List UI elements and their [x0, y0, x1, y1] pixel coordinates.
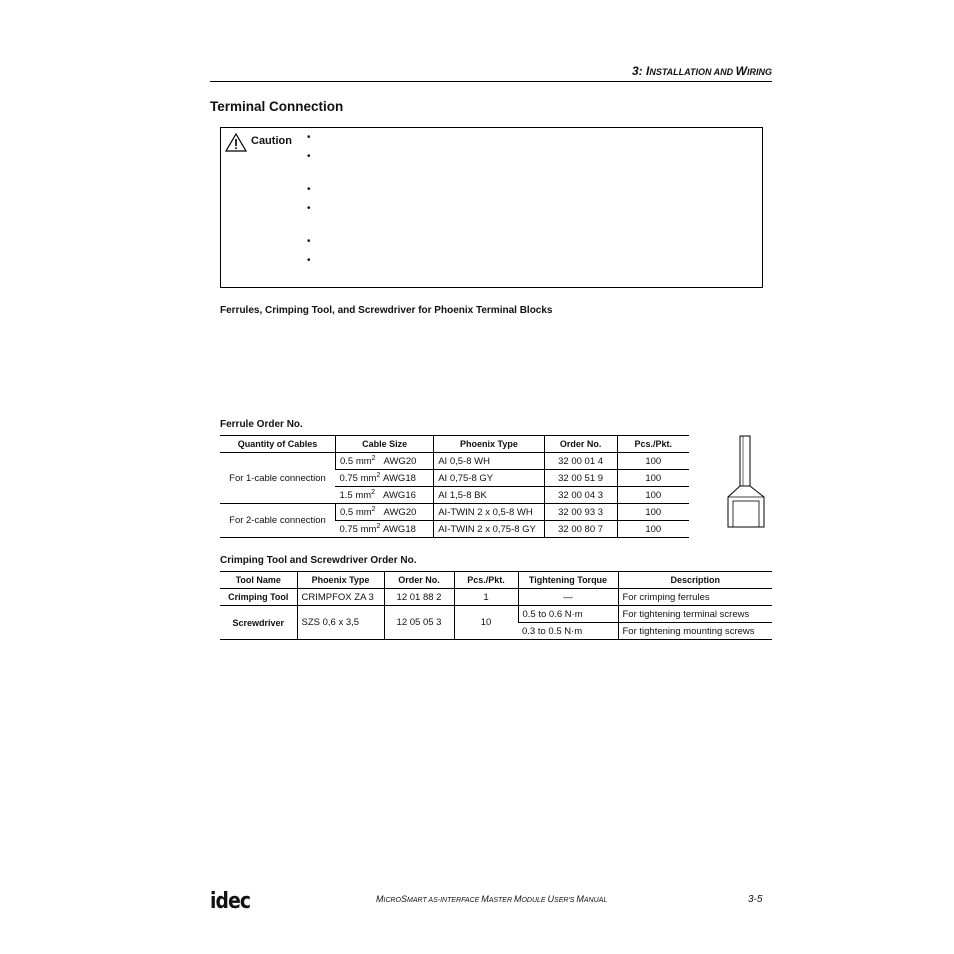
cable-size: 0.75 $mm^2$ AWG18 — [335, 521, 433, 538]
caution-bullet: • — [307, 236, 311, 247]
cable-size: 1.5 $mm^2$ AWG16 — [335, 487, 433, 504]
header-cell: Phoenix Type — [434, 436, 544, 453]
table-header-row — [220, 436, 689, 453]
phoenix-type: CRIMPFOX ZA 3 — [297, 589, 384, 606]
pcs-pkt: 100 — [617, 470, 689, 487]
warning-triangle-icon — [225, 133, 247, 152]
tightening-torque: — — [518, 589, 618, 606]
phoenix-type: AI 0,75-8 GY — [434, 470, 544, 487]
header-divider — [210, 81, 772, 82]
caution-bullet: • — [307, 151, 311, 162]
pcs-pkt: 10 — [454, 606, 518, 640]
pcs-pkt: 100 — [617, 487, 689, 504]
ferrule-order-table — [220, 435, 689, 538]
pcs-pkt: 100 — [617, 504, 689, 521]
header-cell: Order No. — [384, 572, 454, 589]
phoenix-type: AI 0,5-8 WH — [434, 453, 544, 470]
ferrule-table-title: Ferrule Order No. — [220, 419, 303, 430]
order-no: 32 00 51 9 — [544, 470, 617, 487]
cable-size: 0.5 $mm^2$ AWG20 — [335, 453, 433, 470]
section-title: Terminal Connection — [210, 99, 344, 114]
header-cell: Tightening Torque — [518, 572, 618, 589]
cable-size: 0.75 $mm^2$ AWG18 — [335, 470, 433, 487]
caution-bullet: • — [307, 255, 311, 266]
group-label: For 1-cable connection — [220, 453, 335, 504]
description: For tightening mounting screws — [618, 623, 772, 640]
table-header-row — [220, 572, 772, 589]
header-cell: Order No. — [544, 436, 617, 453]
caution-label: Caution — [251, 135, 292, 147]
chapter-header: 3: INSTALLATION AND WIRING — [631, 64, 772, 78]
caution-bullet: • — [307, 203, 311, 214]
pcs-pkt: 1 — [454, 589, 518, 606]
ferrule-illustration — [726, 435, 766, 529]
group-label: For 2-cable connection — [220, 504, 335, 538]
caution-bullet: • — [307, 184, 311, 195]
tool-name: Screwdriver — [220, 606, 297, 640]
manual-title: MICROSMART AS-INTERFACE MASTER MODULE USER'S MANUAL — [376, 894, 608, 904]
table-row — [220, 453, 689, 470]
pcs-pkt: 100 — [617, 453, 689, 470]
ferrules-heading: Ferrules, Crimping Tool, and Screwdriver for Phoenix Terminal Blocks — [220, 305, 553, 316]
table-row — [220, 589, 772, 606]
table-row — [220, 606, 772, 623]
page-number: 3-5 — [748, 894, 763, 905]
order-no: 32 00 93 3 — [544, 504, 617, 521]
order-no: 12 01 88 2 — [384, 589, 454, 606]
phoenix-type: AI-TWIN 2 x 0,5-8 WH — [434, 504, 544, 521]
header-cell: Pcs./Pkt. — [617, 436, 689, 453]
idec-logo: idec — [210, 889, 251, 914]
order-no: 32 00 04 3 — [544, 487, 617, 504]
description: For crimping ferrules — [618, 589, 772, 606]
order-no: 12 05 05 3 — [384, 606, 454, 640]
pcs-pkt: 100 — [617, 521, 689, 538]
order-no: 32 00 80 7 — [544, 521, 617, 538]
header-cell: Quantity of Cables — [220, 436, 335, 453]
tool-name: Crimping Tool — [220, 589, 297, 606]
phoenix-type: AI 1,5-8 BK — [434, 487, 544, 504]
order-no: 32 00 01 4 — [544, 453, 617, 470]
header-cell: Pcs./Pkt. — [454, 572, 518, 589]
header-cell: Tool Name — [220, 572, 297, 589]
header-cell: Cable Size — [335, 436, 433, 453]
phoenix-type: SZS 0,6 x 3,5 — [297, 606, 384, 640]
description: For tightening terminal screws — [618, 606, 772, 623]
caution-bullet: • — [307, 132, 311, 143]
caution-box — [220, 127, 763, 288]
tool-order-table — [220, 571, 772, 640]
header-cell: Description — [618, 572, 772, 589]
phoenix-type: AI-TWIN 2 x 0,75-8 GY — [434, 521, 544, 538]
tightening-torque: 0.3 to 0.5 N·m — [518, 623, 618, 640]
header-cell: Phoenix Type — [297, 572, 384, 589]
table-row — [220, 504, 689, 521]
cable-size: 0.5 $mm^2$ AWG20 — [335, 504, 433, 521]
tightening-torque: 0.5 to 0.6 N·m — [518, 606, 618, 623]
tool-table-title: Crimping Tool and Screwdriver Order No. — [220, 555, 417, 566]
